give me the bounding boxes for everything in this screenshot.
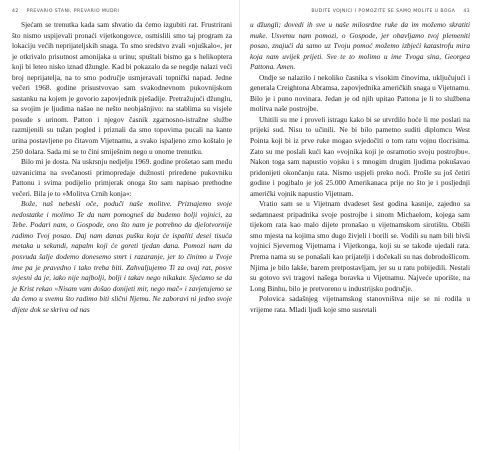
left-page-header bbox=[12, 6, 232, 16]
right-page bbox=[240, 0, 480, 451]
left-page-number: 42 bbox=[12, 8, 19, 14]
right-page-header bbox=[250, 6, 470, 16]
paragraph: Bilo mi je dosta. Na uskrsnju nedjelju 1969. godine prošetao sam među uzvanicima na svečanosti primopredaje dužnosti priređene pukovniku Pattonu i svima podijelio primjerak onoga što sam napisao prethodne večeri. Bila je to »Molitva Crnih konja«: bbox=[12, 157, 232, 198]
paragraph: Vratio sam se u Vijetnam dvadeset šest godina kasnije, zajedno sa sedamnaest pripadnika svoje postrojbe i sinom Michaelom, kojega sam tijekom rata kao malo dijete pronašao u vijetnamskom sirotištu. Obišli smo mjesta na kojima smo dugo živjeli i borili se. Vodili su nam bili bivši vojnici Sjevernog Vijetnama i Vijetkonga, koji su se takođe ujedali rata. Prema nama su se ponašali kao prijatelji i dočekali su nas dobrodošlicom. Njima je bilo lakše, barem pretpostavljam, jer su u ratu pobijedili. Nestali su gotovo svi tragovi našega boravka u Vijetnamu. Najveće uporište, na Long Binhu, bilo je pretvoreno u industrijsko područje. bbox=[250, 199, 470, 293]
paragraph: Uhitili su me i proveli istragu kako bi se utvrdilo hoće li me poslati na prijeki sud. Nisu to učinili. Ne bi bilo pametno suditi diplomcu West Pointa koji bi iz prve ruke mogao svjedočiti o tom ratu vojnu tlocrisima. Zato su me poslali kući kao »vojnika koji je osramotio svoju postrojbu«. Nakon toga sam napustio vojsku i s mnogim drugim ljudima pokušavao pridonijeti okončanju rata. Nismo uspjeli preko noći. Prošle su još četiri godine i pogibalo je još 25.000 Amerikanaca prije no što je i posljednji američki vojnik napustio Vijetnam. bbox=[250, 114, 470, 198]
right-page-number: 43 bbox=[463, 8, 470, 14]
right-page-body bbox=[250, 20, 470, 315]
paragraph: Sjećam se trenutka kada sam shvatio da ćemo izgubiti rat. Frustrirani što nismo uspijevali pronaći vijetkongovce, osmislili smo taj program za lokaciju većih neprijateljskih snaga. To smo sredstvo zvali »njuškalo«, jer je otkrivalo prisutnost amonijaka u urinu; spuštali bismo ga s helikoptera koji bi leteo nisko iznad džungle. Kad bi pokazalo da se negdje nalazi veći broj neprijatelja, na to smo područje usmjeravali topnički napad. Jedne večeri 1968. godine prisustvovao sam svakodnevnom pukovnijskom sastanku na kojem je govorio zapovjednik pješadije. Pretražujući džunglu, sa svojim je ljudima našao ne nešto neobjašnjivo: na stablima su visjele posude s urinom. Patton i njegov časnik zgarnosno-istražne službe razmijenili su tužan pogled i priznali da smo topovima pucali na kante urina postavljene po čitavom Vijetnamu, a svako ispaljeno zrno koštalo je 250 dolara. Sada mi se to čini smiješnim nego u onome trenutku. bbox=[12, 20, 232, 156]
paragraph: Ondje se nalazilo i nekoliko časnika s visokim činovima, uključujući i generala Creightona Abramsa, zapovjednika američkih snaga u Vijetnamu. Bilo je i puno novinara. Jedan je od njih upitao Pattona je li to službena molitva naše postrojbe. bbox=[250, 72, 470, 114]
prayer-paragraph: Bože, naš nebeski oče, poduči naše molitve. Priznajemo svoje nedostatke i molimo Te da nam pomogneš da budemo bolji vojnici, za Tebe. Podari nam, o Gospode, ono što nam je potrebno da djelotvornije radimo Tvoj posao. Daj nam danas pušku koja će ispaliti desei tisuća metaka u sekundi, napalm koji će goreti tjedan dana. Pomozi nam da posvuda šalje dodemo donesemo smrt i razaranje, jer to činimo u Tvoje ime pa je pravedno i tako treba biti. Zahvaljujemo Ti za ovaj rat, posve svjesni da je, iako nije najbolji, bolji i takav nego nikakav. Sjećamo se da je Krist rekao »Nisam vam došao donijeti mir, nego mač« i zavjetujemo se da ćemo u svemu što radimo biti slični Njemu. Ne zaboravi ni jedno svoje dijete dok se skriva od nas bbox=[12, 199, 232, 314]
prayer-continuation: u džungli; dovedi ih sve u naše milosrdne ruke da im možemo skratiti muke. Usvemu nam pomozi, o Gospode, jer obavljamo tvoj plemeniti posao, znajući da samo uz Tvoju pomoć možemo izbjeći katastrofu mira koja nam uvijek prijeti. Sve te to molimo u ime Tvoga sina, Georgea Pattona. Amen. bbox=[250, 20, 470, 72]
left-running-head: PREVARIO STANI, PREVARIO MUDRI bbox=[26, 8, 120, 14]
right-running-head: BUDITE VOJNICI I POMOZITE SE SAMO MOLITE U BOGA bbox=[311, 8, 456, 14]
left-page-body bbox=[12, 20, 232, 315]
paragraph: Polovica sadašnjeg vijetnamskog stanovništva nije se ni rodila u vrijeme rata. Mladi ljudi koje smo susretali bbox=[250, 294, 470, 314]
